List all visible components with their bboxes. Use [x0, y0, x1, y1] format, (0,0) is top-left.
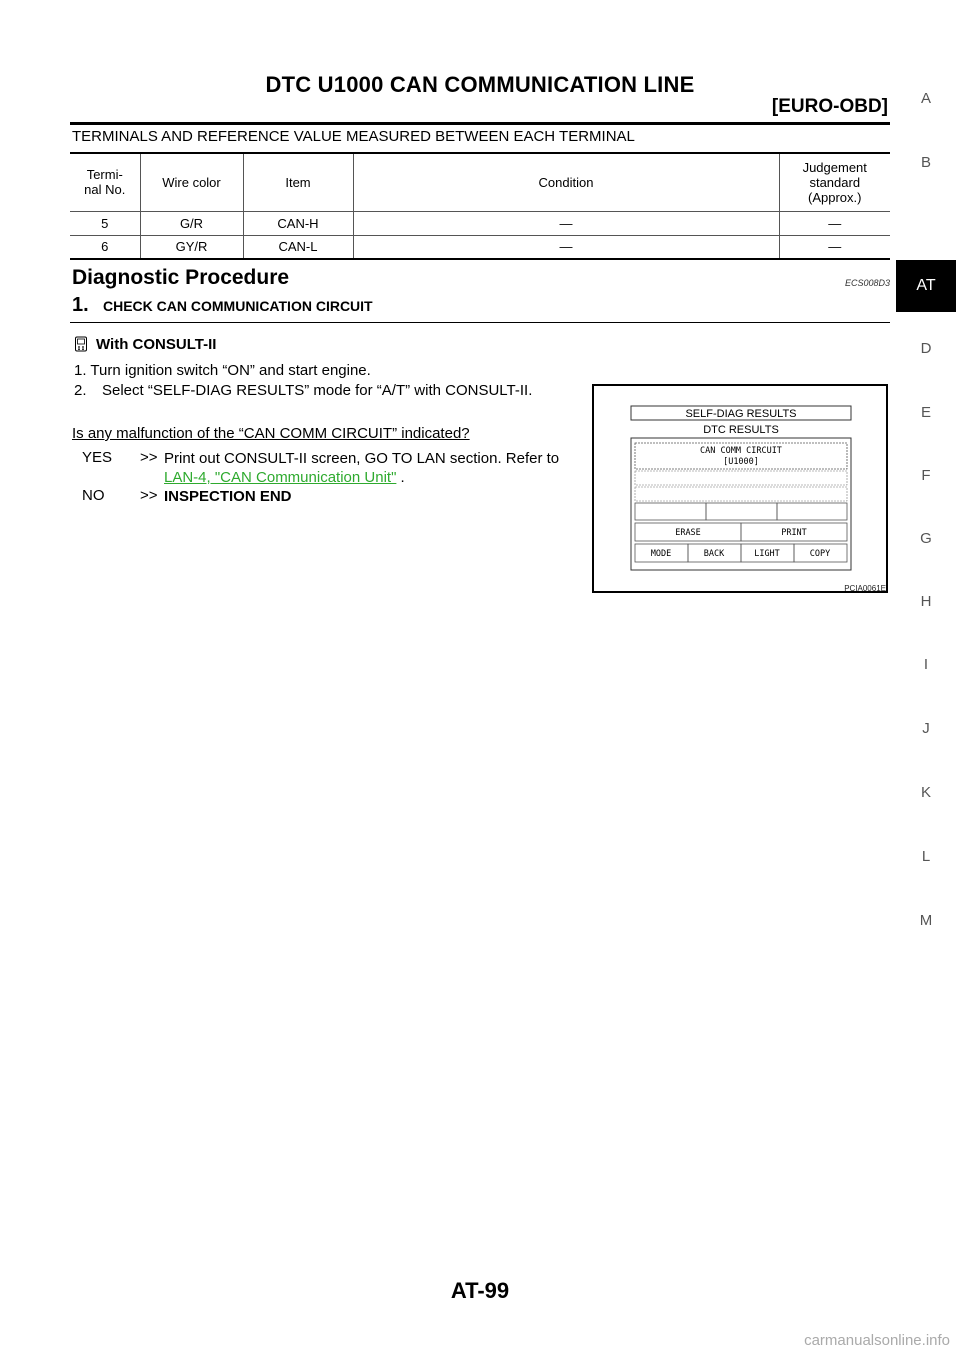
side-index-tab-g[interactable]: G [920, 530, 932, 547]
side-index-tab-k[interactable]: K [920, 784, 931, 801]
result-line-2: [U1000] [723, 457, 759, 467]
erase-label: ERASE [675, 528, 701, 538]
answer-no-arrow: >> [140, 487, 158, 504]
table-row [70, 211, 890, 235]
blank-key-1 [635, 503, 706, 520]
side-index-tab-d[interactable]: D [920, 340, 932, 357]
col-terminal-no: Termi- nal No. [84, 167, 126, 198]
table-cell: — [353, 235, 779, 259]
terminals-table [70, 152, 890, 260]
instruction-step-1: 1. Turn ignition switch “ON” and start engine. [74, 362, 371, 379]
side-index-tab-b[interactable]: B [920, 154, 931, 171]
table-cell: 6 [101, 239, 109, 255]
blank-key-2 [706, 503, 777, 520]
col-condition: Condition [353, 153, 779, 211]
blank-key-3 [777, 503, 847, 520]
consult-ii-icon [74, 336, 88, 352]
empty-row-1 [635, 471, 847, 485]
back-label: BACK [703, 549, 725, 559]
header-rule [70, 122, 890, 125]
consult-screen-figure [592, 384, 888, 593]
side-index-tab-f[interactable]: F [921, 467, 931, 484]
screen-title: SELF-DIAG RESULTS [685, 408, 797, 420]
side-index-tab-m[interactable]: M [919, 912, 933, 929]
table-cell: GY/R [140, 235, 243, 259]
page-number: AT-99 [450, 1278, 510, 1303]
section-code: ECS008D3 [844, 278, 890, 288]
side-index-tab-h[interactable]: H [920, 593, 932, 610]
table-cell: — [353, 211, 779, 235]
side-index-tab-j[interactable]: J [922, 720, 930, 737]
step-rule [70, 322, 890, 323]
col-wire-color: Wire color [140, 153, 243, 211]
table-cell: CAN-H [243, 211, 353, 235]
answer-no-key: NO [82, 487, 105, 504]
table-cell: CAN-L [243, 235, 353, 259]
col-judgement-standard: Judgement standard (Approx.) [779, 153, 890, 211]
step-title: CHECK CAN COMMUNICATION CIRCUIT [103, 298, 373, 314]
page-subtitle: [EURO-OBD] [771, 96, 888, 117]
answer-yes-text [164, 449, 588, 487]
col-item: Item [243, 153, 353, 211]
light-label: LIGHT [754, 549, 780, 559]
table-cell: G/R [140, 211, 243, 235]
step-number: 1. [72, 294, 89, 316]
side-index-tab-a[interactable]: A [920, 90, 931, 107]
consult-screen-drawing [594, 386, 886, 591]
table-cell: — [779, 211, 890, 235]
with-consult-label: With CONSULT-II [96, 336, 217, 353]
answer-yes-arrow: >> [140, 449, 158, 466]
answer-no-text: INSPECTION END [164, 488, 292, 505]
page-title: DTC U1000 CAN COMMUNICATION LINE [265, 72, 695, 97]
instruction-step-2: Select “SELF-DIAG RESULTS” mode for “A/T” with CONSULT-II. [102, 382, 533, 399]
table-header-row [70, 153, 890, 211]
copy-label: COPY [809, 549, 831, 559]
result-line-1: CAN COMM CIRCUIT [700, 446, 782, 456]
lan-reference-link[interactable]: LAN-4, "CAN Communication Unit" [164, 469, 397, 486]
figure-code: PCIA0061E [844, 584, 886, 593]
answer-yes-suffix: . [396, 469, 405, 486]
table-cell: 5 [101, 215, 109, 231]
side-index-tab-l[interactable]: L [921, 848, 931, 865]
table-row [70, 235, 890, 259]
watermark: carmanualsonline.info [804, 1332, 950, 1349]
table-cell: — [779, 235, 890, 259]
answer-yes-instruction: Print out CONSULT-II screen, GO TO LAN section. Refer to [164, 450, 560, 467]
empty-row-2 [635, 487, 847, 501]
print-label: PRINT [781, 528, 807, 538]
section-title: Diagnostic Procedure [72, 266, 290, 289]
mode-label: MODE [650, 549, 672, 559]
answer-yes-key: YES [82, 449, 113, 466]
screen-subtitle: DTC RESULTS [703, 424, 779, 436]
terminals-heading: TERMINALS AND REFERENCE VALUE MEASURED BETWEEN EACH TERMINAL [72, 128, 635, 145]
instruction-step-2-number: 2. [74, 382, 87, 399]
side-index-tab-i[interactable]: I [923, 656, 929, 673]
side-index-tab-e[interactable]: E [920, 404, 931, 421]
side-index-tab-at[interactable]: AT [896, 260, 956, 312]
diagnostic-question: Is any malfunction of the “CAN COMM CIRCUIT” indicated? [72, 425, 470, 442]
